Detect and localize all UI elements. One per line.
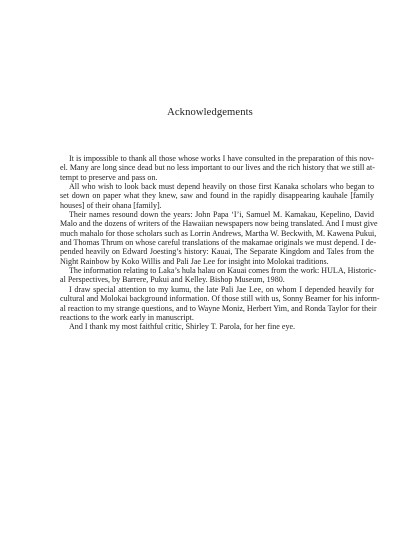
text-line: It is impossible to thank all those whose works I have consulted in the preparation of this nov-: [69, 154, 374, 163]
text-line: And I thank my most faithful critic, Shirley T. Parola, for her fine eye.: [69, 322, 296, 332]
paragraph-3: [60, 210, 378, 266]
text-line: The information relating to Laka’s hula halau on Kauai comes from the work: HULA, Historic-: [69, 266, 377, 276]
acknowledgements-body: [60, 154, 380, 332]
text-line: Malo and the dozens of writers of the Hawaiian newspapers now being translated. And I must give: [60, 219, 378, 229]
text-line: tempt to preserve and pass on.: [60, 172, 158, 182]
text-line: el. Many are long since dead but no less important to our lives and the rich history that we still at-: [60, 163, 375, 173]
text-line: Their names resound down the years: John Papa ‘I’i, Samuel M. Kamakau, Kepelino, David: [69, 210, 374, 220]
paragraph-1: [60, 154, 374, 182]
text-line: cultural and Molokai background information. Of those still with us, Sonny Beamer for his inform-: [60, 294, 380, 304]
text-line: al Perspectives, by Barrere, Pukui and Kelley. Bishop Museum, 1980.: [60, 275, 285, 285]
paragraph-4: [60, 266, 377, 285]
text-line: set down on paper what they knew, saw and found in the rapidly disappearing kauhale [family: [60, 191, 374, 201]
text-line: All who wish to look back must depend heavily on those first Kanaka scholars who began to: [69, 182, 374, 192]
text-line: and Thomas Thrum on whose careful translations of the makamae originals we must depend. I de-: [60, 238, 377, 248]
text-line: I draw special attention to my kumu, the late Pali Jae Lee, on whom I depended heavily for: [69, 284, 374, 294]
text-line: much mahalo for those scholars such as Lorrin Andrews, Martha W. Beckwith, M. Kawena Pukui,: [60, 228, 377, 238]
text-line: reactions to the work early in manuscript.: [60, 312, 194, 322]
paragraph-6: [60, 322, 374, 331]
page-heading: Acknowledgements: [167, 107, 253, 118]
paragraph-2: [60, 182, 374, 210]
paragraph-5: [60, 284, 380, 322]
text-line: Night Rainbow by Koko Willis and Pali Jae Lee for insight into Molokai traditions.: [60, 256, 329, 266]
text-line: houses] of their ohana [family].: [60, 200, 162, 210]
text-line: pended heavily on Edward Joesting’s history: Kauai, The Separate Kingdom and Tales from the: [60, 247, 374, 257]
text-line: al reaction to my strange questions, and to Wayne Moniz, Herbert Yim, and Ronda Taylor for their: [60, 303, 377, 313]
